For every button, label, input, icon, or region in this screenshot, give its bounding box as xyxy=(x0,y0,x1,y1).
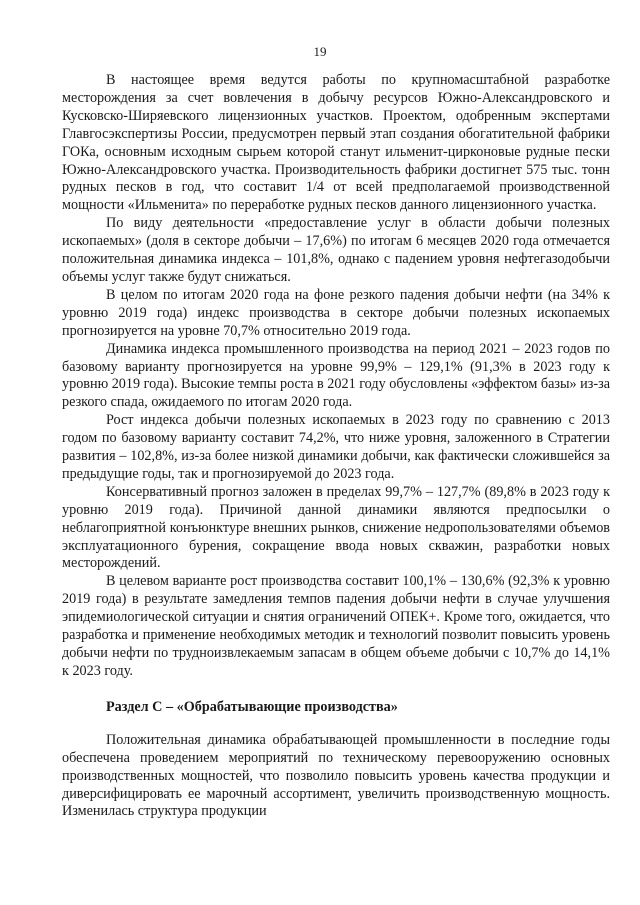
page-content xyxy=(62,72,610,821)
paragraph-manufacturing-dynamics: Положительная динамика обрабатывающей промышленности в последние годы обеспечена проведением мероприятий по техническому перевооружению основных производственных мощностей, что позволило повысить уровень качества продукции и диверсифицировать ее марочный ассортимент, увеличить производственную мощность. Изменилась структура продукции xyxy=(62,731,610,820)
paragraph-conservative-forecast: Консервативный прогноз заложен в пределах 99,7% – 127,7% (89,8% в 2023 году к уровню 2019 года). Причиной данной динамики являются предпосылки о неблагоприятной конъюнктуре внешних рынков, снижение недропользователями объемов эксплуатационного бурения, сокращение ввода новых скважин, разработки новых месторождений. xyxy=(62,483,610,572)
paragraph-mining-development: В настоящее время ведутся работы по крупномасштабной разработке месторождения за счет вовлечения в добычу ресурсов Южно-Александровского и Кусковско-Ширяевского лицензионных участков. Проектом, одобренным экспертами Главгосэкспертизы России, предусмотрен первый этап создания обогатительной фабрики ГОКа, основным исходным сырьем которой станут ильменит-цирконовые рудные пески Южно-Александровского участка. Производительность фабрики достигнет 575 тыс. тонн рудных песков в год, что составит 1/4 от всей предполагаемой производственной мощности «Ильменита» по переработке рудных песков данного лицензионного участка. xyxy=(62,72,610,214)
section-heading: Раздел С – «Обрабатывающие производства» xyxy=(106,698,398,715)
paragraph-mining-index-growth: Рост индекса добычи полезных ископаемых в 2023 году по сравнению с 2013 годом по базовому варианту составит 74,2%, что ниже уровня, заложенного в Стратегии развития – 102,8%, из-за более низкой динамики добычи, как фактически сложившейся за предыдущие годы, так и прогнозируемой до 2023 года. xyxy=(62,412,610,482)
paragraph-target-scenario: В целевом варианте рост производства составит 100,1% – 130,6% (92,3% к уровню 2019 года) в результате замедления темпов падения добычи нефти в случае улучшения эпидемиологической ситуации и снятия ограничений ОПЕК+. Кроме того, ожидается, что разработка и применение необходимых методик и технологий позволит повысить уровень добычи нефти по трудноизвлекаемым запасам в общем объеме добычи с 10,7% до 14,1% к 2023 году. xyxy=(62,573,610,679)
paragraph-2020-results: В целом по итогам 2020 года на фоне резкого падения добычи нефти (на 34% к уровню 2019 года) индекс производства в секторе добычи полезных ископаемых прогнозируется на уровне 70,7% относительно 2019 года. xyxy=(62,286,610,339)
paragraph-mining-services: По виду деятельности «предоставление услуг в области добычи полезных ископаемых» (доля в секторе добычи – 17,6%) по итогам 6 месяцев 2020 года отмечается положительная динамика индекса – 101,8%, однако с падением уровня нефтегазодобычи объемы услуг также будут снижаться. xyxy=(62,215,610,285)
paragraph-industrial-index-dynamics: Динамика индекса промышленного производства на период 2021 – 2023 годов по базовому варианту прогнозируется на уровне 99,9% – 129,1% (91,3% в 2023 году к уровню 2019 года). Высокие темпы роста в 2021 году обусловлены «эффектом базы» из-за резкого спада, ожидаемого по итогам 2020 года. xyxy=(62,340,610,411)
page-number: 19 xyxy=(313,44,327,59)
